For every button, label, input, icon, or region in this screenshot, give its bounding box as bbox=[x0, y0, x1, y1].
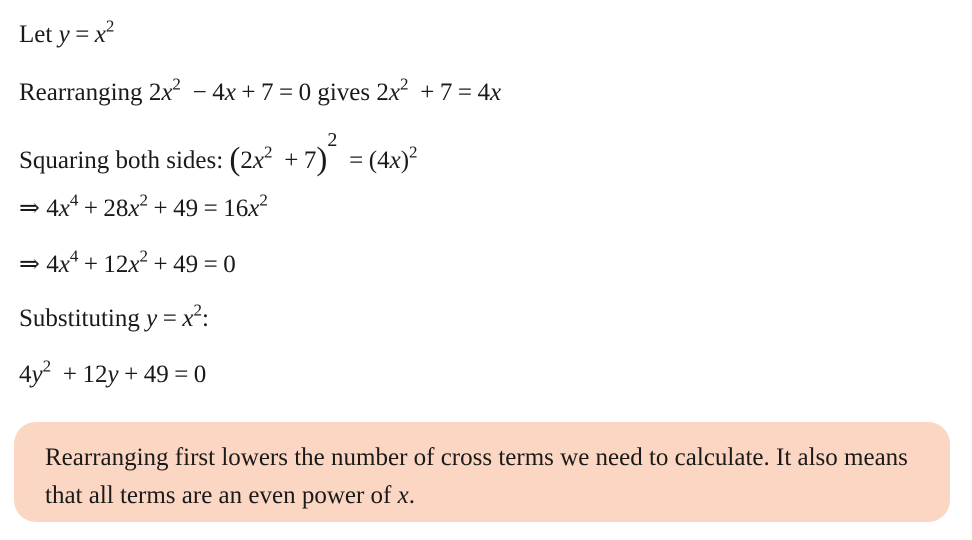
plus-sign: + bbox=[124, 361, 139, 388]
equation-line-simplified bbox=[19, 246, 236, 278]
equals-sign: = bbox=[457, 79, 472, 106]
rhs-open: (4 bbox=[368, 147, 390, 174]
plus-sign: + bbox=[284, 147, 299, 174]
rhs-close: ) bbox=[400, 147, 410, 174]
outer-exponent: 2 bbox=[327, 129, 338, 151]
exponent: 2 bbox=[172, 74, 181, 94]
coef: 16 bbox=[223, 195, 249, 222]
equation-line-quadratic bbox=[19, 356, 207, 388]
right-paren: ) bbox=[316, 141, 328, 178]
period: . bbox=[408, 482, 415, 509]
constant: 7 bbox=[303, 147, 317, 174]
exponent: 2 bbox=[139, 246, 149, 266]
coef: 2 bbox=[148, 79, 162, 106]
left-paren: ( bbox=[229, 141, 241, 178]
plus-sign: + bbox=[83, 251, 98, 278]
equation-line-squaring bbox=[19, 129, 418, 178]
exponent: 2 bbox=[259, 190, 268, 210]
var-x: x bbox=[397, 482, 409, 509]
equals-sign: = bbox=[75, 21, 90, 48]
plus-sign: + bbox=[62, 361, 77, 388]
coef: 12 bbox=[103, 251, 129, 278]
coef: 4 bbox=[46, 195, 59, 222]
equals-sign: = bbox=[174, 361, 189, 388]
coef: 4 bbox=[212, 79, 225, 106]
exponent: 2 bbox=[264, 142, 273, 162]
equation-line-expanded bbox=[19, 190, 268, 222]
minus-sign: − bbox=[192, 79, 207, 106]
var-x: x bbox=[161, 79, 173, 106]
var-x: x bbox=[489, 79, 502, 106]
word-rearranging: Rearranging bbox=[19, 79, 143, 106]
coef: 4 bbox=[19, 361, 32, 388]
word-squaring: Squaring both sides: bbox=[19, 147, 224, 174]
equals-sign: = bbox=[279, 79, 294, 106]
zero: 0 bbox=[298, 79, 312, 106]
tip-callout-box bbox=[14, 422, 950, 522]
word-gives: gives bbox=[317, 79, 371, 106]
var-x: x bbox=[389, 147, 401, 174]
coef: 28 bbox=[103, 195, 129, 222]
constant: 49 bbox=[173, 195, 199, 222]
var-x: x bbox=[94, 21, 106, 48]
coef: 12 bbox=[82, 361, 108, 388]
zero: 0 bbox=[193, 361, 207, 388]
var-x: x bbox=[128, 251, 140, 278]
constant: 7 bbox=[261, 79, 274, 106]
zero: 0 bbox=[223, 251, 236, 278]
equation-line-let bbox=[19, 16, 115, 48]
colon: : bbox=[201, 305, 209, 332]
equals-sign: = bbox=[349, 147, 364, 174]
exponent: 4 bbox=[69, 246, 79, 266]
var-x: x bbox=[58, 195, 70, 222]
equation-line-rearranging bbox=[19, 74, 502, 106]
exponent: 2 bbox=[139, 190, 149, 210]
plus-sign: + bbox=[83, 195, 98, 222]
var-y: y bbox=[146, 305, 158, 332]
var-y: y bbox=[58, 21, 70, 48]
exponent: 2 bbox=[409, 142, 418, 162]
equals-sign: = bbox=[203, 195, 218, 222]
var-x: x bbox=[58, 251, 70, 278]
exponent: 2 bbox=[400, 74, 409, 94]
implies-arrow: ⇒ bbox=[19, 195, 40, 222]
tip-body: Rearranging first lowers the number of cross terms we need to calculate. It also means that all terms are an even power of bbox=[45, 444, 908, 509]
exponent: 2 bbox=[193, 300, 202, 320]
var-x: x bbox=[182, 305, 194, 332]
exponent: 2 bbox=[105, 16, 115, 36]
var-x: x bbox=[248, 195, 260, 222]
coef: 2 bbox=[240, 147, 253, 174]
plus-sign: + bbox=[241, 79, 256, 106]
tip-text bbox=[45, 439, 925, 515]
equals-sign: = bbox=[162, 305, 177, 332]
word-substituting: Substituting bbox=[19, 305, 140, 332]
var-x: x bbox=[224, 79, 236, 106]
plus-sign: + bbox=[420, 79, 435, 106]
var-x: x bbox=[128, 195, 140, 222]
constant: 7 bbox=[439, 79, 453, 106]
exponent: 2 bbox=[42, 356, 52, 376]
var-x: x bbox=[388, 79, 400, 106]
equals-sign: = bbox=[203, 251, 218, 278]
var-y: y bbox=[31, 361, 43, 388]
var-y: y bbox=[107, 361, 119, 388]
var-x: x bbox=[252, 147, 265, 174]
plus-sign: + bbox=[153, 251, 168, 278]
plus-sign: + bbox=[153, 195, 168, 222]
coef: 2 bbox=[376, 79, 389, 106]
implies-arrow: ⇒ bbox=[19, 251, 40, 278]
coef: 4 bbox=[46, 251, 59, 278]
word-let: Let bbox=[19, 21, 53, 48]
coef: 4 bbox=[477, 79, 490, 106]
equation-line-substituting bbox=[19, 300, 209, 332]
constant: 49 bbox=[143, 361, 169, 388]
constant: 49 bbox=[173, 251, 199, 278]
exponent: 4 bbox=[69, 190, 79, 210]
